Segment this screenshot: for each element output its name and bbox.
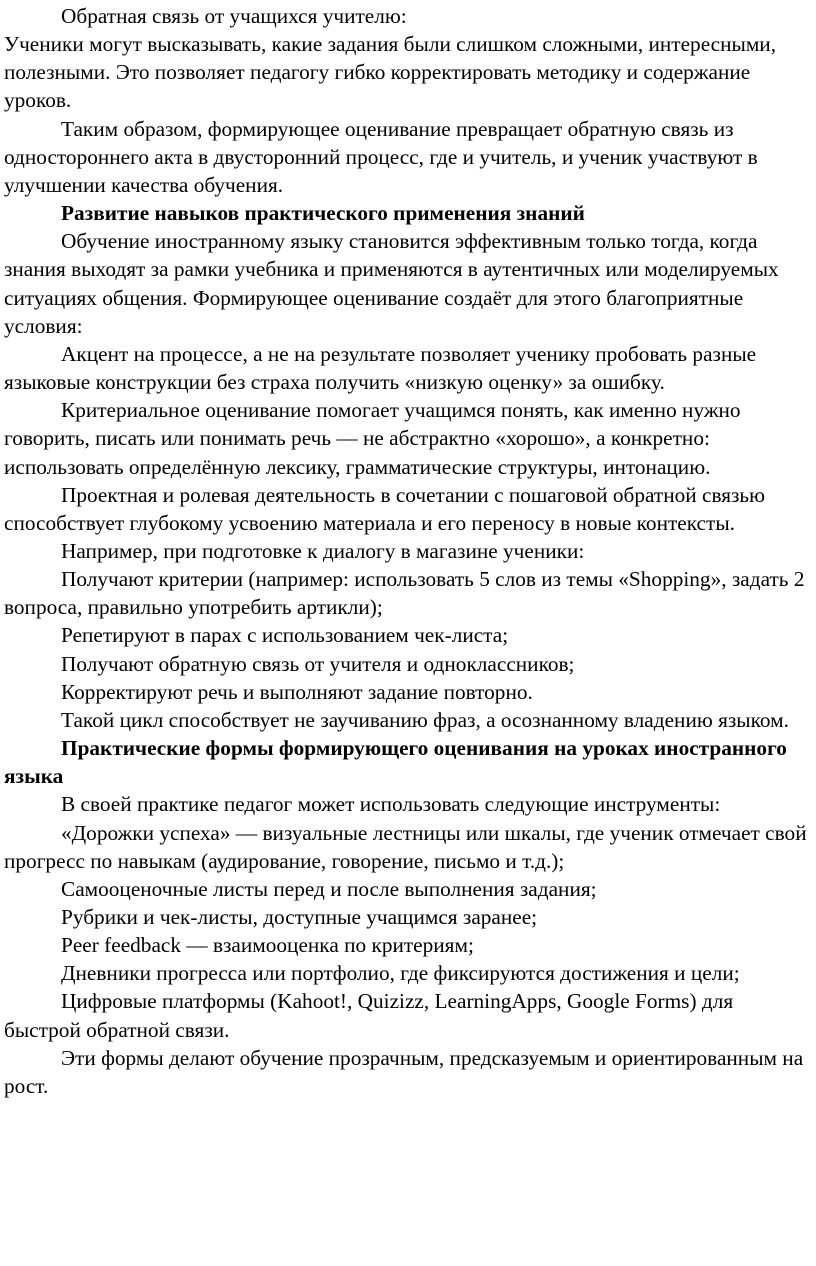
list-item-rehearse: Репетируют в парах с использованием чек-листа; <box>61 623 509 648</box>
heading-practical-skills: Развитие навыков практического применения знаний <box>61 201 585 226</box>
paragraph-conclusion-two-way: Таким образом, формирующее оценивание превращает обратную связь из одностороннего акта в двусторонний процесс, где и учитель, и ученик участвуют в улучшении качества обучения. <box>4 116 758 197</box>
heading-practical-forms: Практические формы формирующего оценивания на уроках иностранного языка <box>4 736 787 789</box>
list-item-rubrics: Рубрики и чек-листы, доступные учащимся заранее; <box>61 905 538 929</box>
paragraph-practical-intro: Обучение иностранному языку становится эффективным только тогда, когда знания выходят за рамки учебника и применяются в аутентичных или моделируемых ситуациях общения. Формирующее оценивание создаёт для этого благоприятные условия: <box>4 229 779 338</box>
list-item-digital-platforms: Цифровые платформы (Kahoot!, Quizizz, LearningApps, Google Forms) для быстрой обратной связи. <box>4 989 734 1042</box>
paragraph-criteria-assessment: Критериальное оценивание помогает учащимся понять, как именно нужно говорить, писать или понимать речь — не абстрактно «хорошо», а конкретно: использовать определённую лексику, грамматические структуры, интонацию. <box>4 398 741 479</box>
paragraph-final-summary: Эти формы делают обучение прозрачным, предсказуемым и ориентированным на рост. <box>4 1045 804 1098</box>
paragraph-process-focus: Акцент на процессе, а не на результате позволяет ученику пробовать разные языковые конструкции без страха получить «низкую оценку» за ошибку. <box>4 341 757 395</box>
paragraph-example-intro: Например, при подготовке к диалогу в магазине ученики: <box>61 538 585 563</box>
list-item-progress-diaries: Дневники прогресса или портфолио, где фиксируются достижения и цели; <box>61 961 740 986</box>
paragraph-feedback-intro: Обратная связь от учащихся учителю: <box>61 4 407 28</box>
list-item-receive-feedback: Получают обратную связь от учителя и одноклассников; <box>61 651 575 676</box>
list-item-peer-feedback: Peer feedback — взаимооценка по критериям; <box>61 933 474 958</box>
list-item-success-paths: «Дорожки успеха» — визуальные лестницы или шкалы, где ученик отмечает свой прогресс по навыкам (аудирование, говорение, письмо и т.д.); <box>4 820 807 873</box>
paragraph-project-activity: Проектная и ролевая деятельность в сочетании с пошаговой обратной связью способствует глубокому усвоению материала и его переносу в новые контексты. <box>4 482 766 535</box>
list-item-self-assessment: Самооценочные листы перед и после выполнения задания; <box>61 876 597 901</box>
paragraph-tools-intro: В своей практике педагог может использовать следующие инструменты: <box>61 792 721 817</box>
paragraph-feedback-body: Ученики могут высказывать, какие задания были слишком сложными, интересными, полезными. Это позволяет педагогу гибко корректировать методику и содержание уроков. <box>4 32 777 113</box>
paragraph-cycle-summary: Такой цикл способствует не заучиванию фраз, а осознанному владению языком. <box>61 707 789 732</box>
list-item-criteria: Получают критерии (например: использовать 5 слов из темы «Shopping», задать 2 вопроса, правильно употребить артикли); <box>4 567 805 620</box>
list-item-correct: Корректируют речь и выполняют задание повторно. <box>61 679 533 704</box>
